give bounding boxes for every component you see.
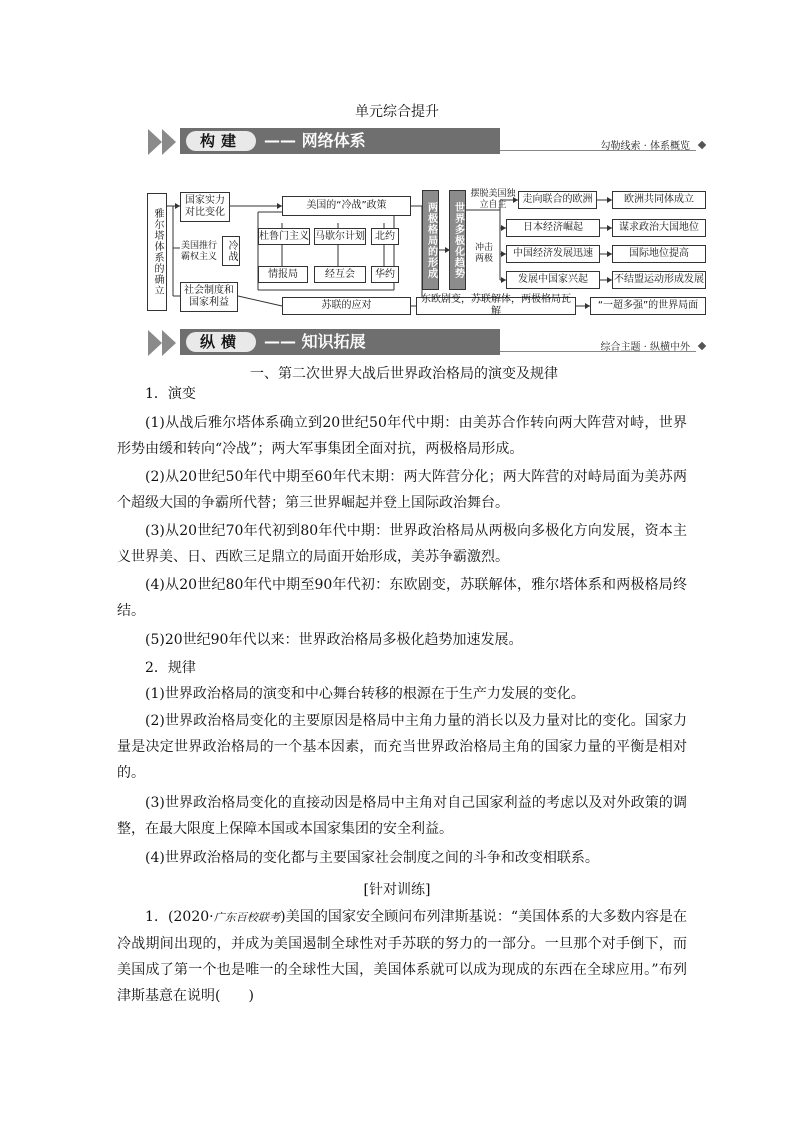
node-marshall: 马歇尔计划 [314, 228, 366, 245]
node-japan-rise: 日本经济崛起 [506, 219, 600, 237]
node-superpower: “一超多强”的世界局面 [590, 297, 706, 315]
node-nato: 北约 [371, 228, 399, 245]
node-yalta: 雅尔塔体系的确立 [147, 193, 167, 311]
banner-subtitle: —— 网络体系 [264, 131, 366, 150]
banner-label: 构建 [186, 131, 256, 151]
node-comecon: 经互会 [314, 266, 366, 283]
page-title: 单元综合提升 [355, 104, 439, 120]
question-1 [117, 904, 687, 1009]
diamond-icon [698, 342, 706, 350]
node-third-world: 发展中国家兴起 [506, 271, 600, 289]
node-warsaw: 华约 [371, 266, 399, 283]
node-collapse: 东欧剧变，苏联解体，两极格局瓦解 [416, 297, 576, 315]
paragraph-evolution-4: (4)从20世纪80年代中期至90年代初：东欧剧变，苏联解体，雅尔塔体系和两极格局终结。 [117, 577, 687, 619]
section-banner-expansion [148, 329, 708, 357]
node-eu: 欧洲共同体成立 [612, 191, 706, 209]
banner-label: 纵横 [186, 332, 256, 352]
paragraph-rule-3: (3)世界政治格局变化的直接动因是格局中主角对自己国家利益的考虑以及对外政策的调整，在最大限度上保障本国或本国家集团的安全利益。 [117, 795, 687, 837]
node-bipolar: 两极格局的形成 [422, 190, 439, 290]
banner-caption: 综合主题 · 纵横中外 [600, 342, 690, 353]
paragraph-rule-2: (2)世界政治格局变化的主要原因是格局中主角力量的消长以及力量对比的变化。国家力量是决定世界政治格局的一个基本因素，而充当世界政治格局主角的国家力量的平衡是相对的。 [117, 713, 687, 781]
label-hegemony: 美国推行霸权主义 [180, 241, 217, 262]
paragraph-evolution-5: (5)20世纪90年代以来：世界政治格局多极化趋势加速发展。 [145, 632, 523, 648]
node-japan-power: 谋求政治大国地位 [612, 219, 706, 237]
node-system: 社会制度和国家利益 [180, 282, 238, 312]
question-number: 1．(2020· [145, 909, 214, 925]
node-china-status: 国际地位提高 [612, 245, 706, 263]
node-europe-unite: 走向联合的欧洲 [518, 191, 597, 209]
banner-caption: 勾勒线索 · 体系概览 [600, 141, 690, 152]
node-us-policy: 美国的“冷战”政策 [282, 196, 411, 216]
node-soviet-response: 苏联的应对 [282, 297, 411, 315]
node-china-econ: 中国经济发展迅速 [506, 245, 600, 263]
label-impact: 冲击两极 [474, 243, 493, 264]
question-text: )美国的国家安全顾问布列津斯基说：“美国体系的大多数内容是在冷战期间出现的，并成为美国遏制全球性对手苏联的努力的一部分。一旦那个对手倒下，而美国成了第一个也是唯一的全球性大国，美国体系就可以成为现成的东西在全球应用。”布列津斯基意在说明( ) [117, 909, 688, 1004]
node-truman: 杜鲁门主义 [258, 228, 310, 245]
subheading-evolution: 1．演变 [145, 386, 196, 402]
chevron-icon [148, 330, 162, 356]
section-heading: 一、第二次世界大战后世界政治格局的演变及规律 [250, 366, 558, 382]
node-multipolar: 世界多极化趋势 [449, 190, 466, 290]
node-power: 国家实力对比变化 [180, 192, 230, 222]
node-cominform: 情报局 [258, 266, 308, 283]
node-nam: 不结盟运动形成发展 [612, 271, 706, 289]
node-coldwar: 冷战 [222, 236, 240, 266]
banner-subtitle: —— 知识拓展 [264, 332, 366, 351]
practice-heading: [针对训练] [363, 882, 431, 898]
paragraph-rule-4: (4)世界政治格局的变化都与主要国家社会制度之间的斗争和改变相联系。 [145, 850, 599, 866]
chevron-icon [162, 330, 176, 356]
subheading-rules: 2．规律 [145, 660, 196, 676]
paragraph-evolution-2: (2)从20世纪50年代中期至60年代末期：两大阵营分化；两大阵营的对峙局面为美苏两个超级大国的争霸所代替；第三世界崛起并登上国际政治舞台。 [117, 469, 687, 511]
concept-map [0, 0, 794, 330]
paragraph-evolution-3: (3)从20世纪70年代初到80年代中期：世界政治格局从两极向多极化方向发展，资本主义世界美、日、西欧三足鼎立的局面开始形成，美苏争霸激烈。 [117, 523, 687, 565]
paragraph-rule-1: (1)世界政治格局的演变和中心舞台转移的根源在于生产力发展的变化。 [145, 686, 585, 702]
question-source: 广东百校联考 [213, 911, 281, 924]
label-escape: 摆脱美国独立自主 [470, 189, 516, 210]
paragraph-evolution-1: (1)从战后雅尔塔体系确立到20世纪50年代中期：由美苏合作转向两大阵营对峙，世界形势由缓和转向“冷战”；两大军事集团全面对抗，两极格局形成。 [117, 415, 687, 457]
